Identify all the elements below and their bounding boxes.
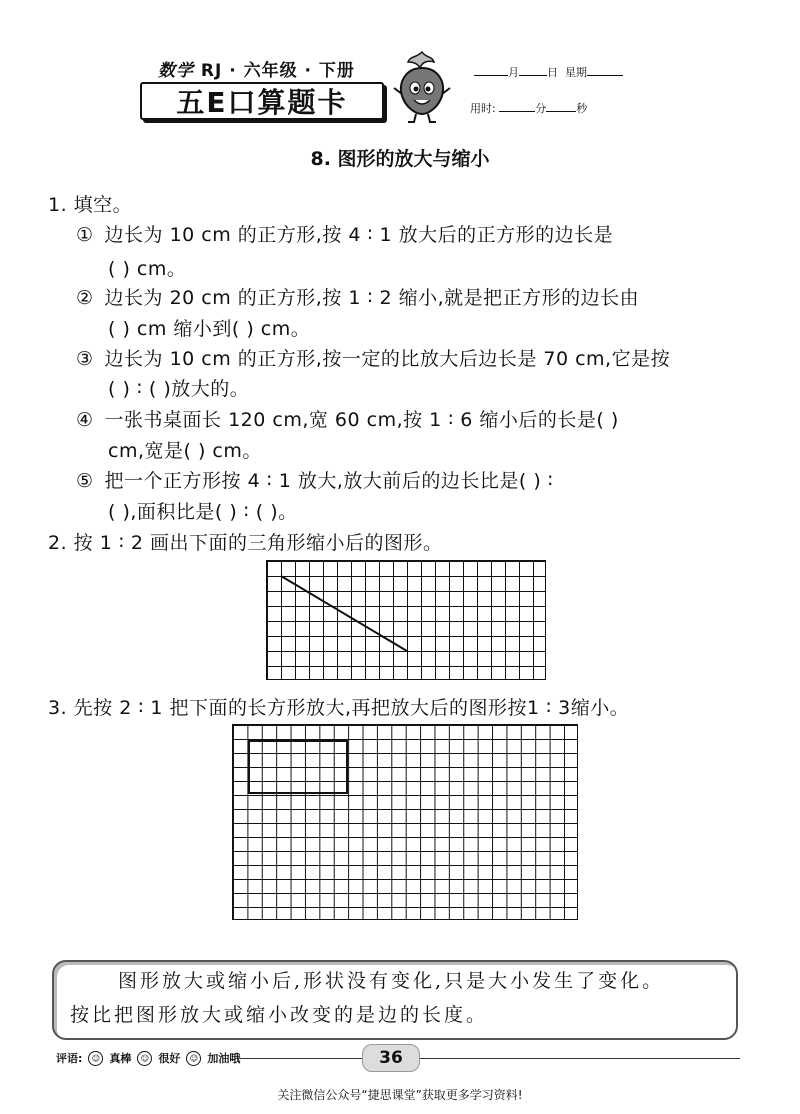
q1-item-5-line2[interactable]: ( ),面积比是( ) ∶ ( )。 xyxy=(108,501,298,523)
q2-title: 2. 按 1 ∶ 2 画出下面的三角形缩小后的图形。 xyxy=(48,532,443,554)
item-number: ① xyxy=(76,224,94,246)
q1-item-4-line1 xyxy=(76,405,619,432)
item-text: 把一个正方形按 4 ∶ 1 放大,放大前后的边长比是( ) ∶ xyxy=(104,470,554,492)
q1-item-1-line2[interactable]: ( ) cm。 xyxy=(108,258,187,280)
item-text: 边长为 20 cm 的正方形,按 1 ∶ 2 缩小,就是把正方形的边长由 xyxy=(104,287,640,309)
review-great: 真棒 xyxy=(109,1052,132,1065)
q1-item-2-line2[interactable]: ( ) cm 缩小到( ) cm。 xyxy=(108,318,311,340)
item-text: 边长为 10 cm 的正方形,按一定的比放大后边长是 70 cm,它是按 xyxy=(104,348,671,370)
footer-rule xyxy=(240,1058,740,1059)
item-number: ④ xyxy=(76,409,94,431)
footer-note: 关注微信公众号“捷思课堂”获取更多学习资料! xyxy=(277,1088,523,1102)
subject-label xyxy=(158,56,355,81)
q2-triangle-edge xyxy=(267,561,547,681)
q1-item-3-line2[interactable]: ( ) ∶ ( )放大的。 xyxy=(108,378,250,400)
title-banner xyxy=(140,82,384,120)
second-label: 秒 xyxy=(576,102,588,115)
day-label: 日 xyxy=(547,66,558,79)
cheer-face-icon[interactable]: ☺ xyxy=(186,1051,201,1066)
q1-item-4-line2[interactable]: cm,宽是( ) cm。 xyxy=(108,440,262,462)
subject-grade: RJ · 六年级 · 下册 xyxy=(200,61,355,81)
q3-drawing-grid[interactable] xyxy=(232,724,578,920)
review-row xyxy=(56,1050,240,1066)
review-keep-going: 加油哦 xyxy=(207,1052,241,1065)
item-text: 边长为 10 cm 的正方形,按 4 ∶ 1 放大后的正方形的边长是 xyxy=(104,224,614,246)
q1-item-5-line1 xyxy=(76,466,553,493)
second-blank[interactable] xyxy=(546,100,576,112)
item-number: ② xyxy=(76,287,94,309)
q3-title: 3. 先按 2 ∶ 1 把下面的长方形放大,再把放大后的图形按1 ∶ 3缩小。 xyxy=(48,697,630,719)
mascot-icon xyxy=(392,48,452,124)
month-blank[interactable] xyxy=(474,64,508,76)
q3-rectangle xyxy=(248,740,348,794)
subject-name: 数学 xyxy=(158,61,194,81)
month-label: 月 xyxy=(508,66,519,79)
minute-blank[interactable] xyxy=(499,100,535,112)
smile-face-icon[interactable]: ☺ xyxy=(88,1051,103,1066)
grin-face-icon[interactable]: ☺ xyxy=(137,1051,152,1066)
lesson-title: 8. 图形的放大与缩小 xyxy=(310,148,490,170)
review-good: 很好 xyxy=(158,1052,181,1065)
q1-item-2-line1 xyxy=(76,283,639,310)
minute-label: 分 xyxy=(535,102,547,115)
item-text: 一张书桌面长 120 cm,宽 60 cm,按 1 ∶ 6 缩小后的长是( ) xyxy=(104,409,619,431)
tip-line-1: 图形放大或缩小后,形状没有变化,只是大小发生了变化。 xyxy=(118,970,665,992)
item-number: ③ xyxy=(76,348,94,370)
q2-drawing-grid[interactable] xyxy=(266,560,546,680)
week-blank[interactable] xyxy=(587,64,623,76)
time-label: 用时: xyxy=(470,102,496,115)
q1-title: 1. 填空。 xyxy=(48,194,133,216)
day-blank[interactable] xyxy=(519,64,547,76)
item-number: ⑤ xyxy=(76,470,94,492)
date-line xyxy=(474,64,623,80)
review-label: 评语: xyxy=(56,1052,83,1065)
q1-item-3-line1 xyxy=(76,344,670,371)
q1-item-1-line1 xyxy=(76,220,613,247)
time-line xyxy=(470,100,587,116)
page-number: 36 xyxy=(362,1044,420,1072)
banner-text: 五E口算题卡 xyxy=(176,86,348,119)
week-label: 星期 xyxy=(565,66,587,79)
tip-line-2: 按比把图形放大或缩小改变的是边的长度。 xyxy=(70,1004,489,1026)
